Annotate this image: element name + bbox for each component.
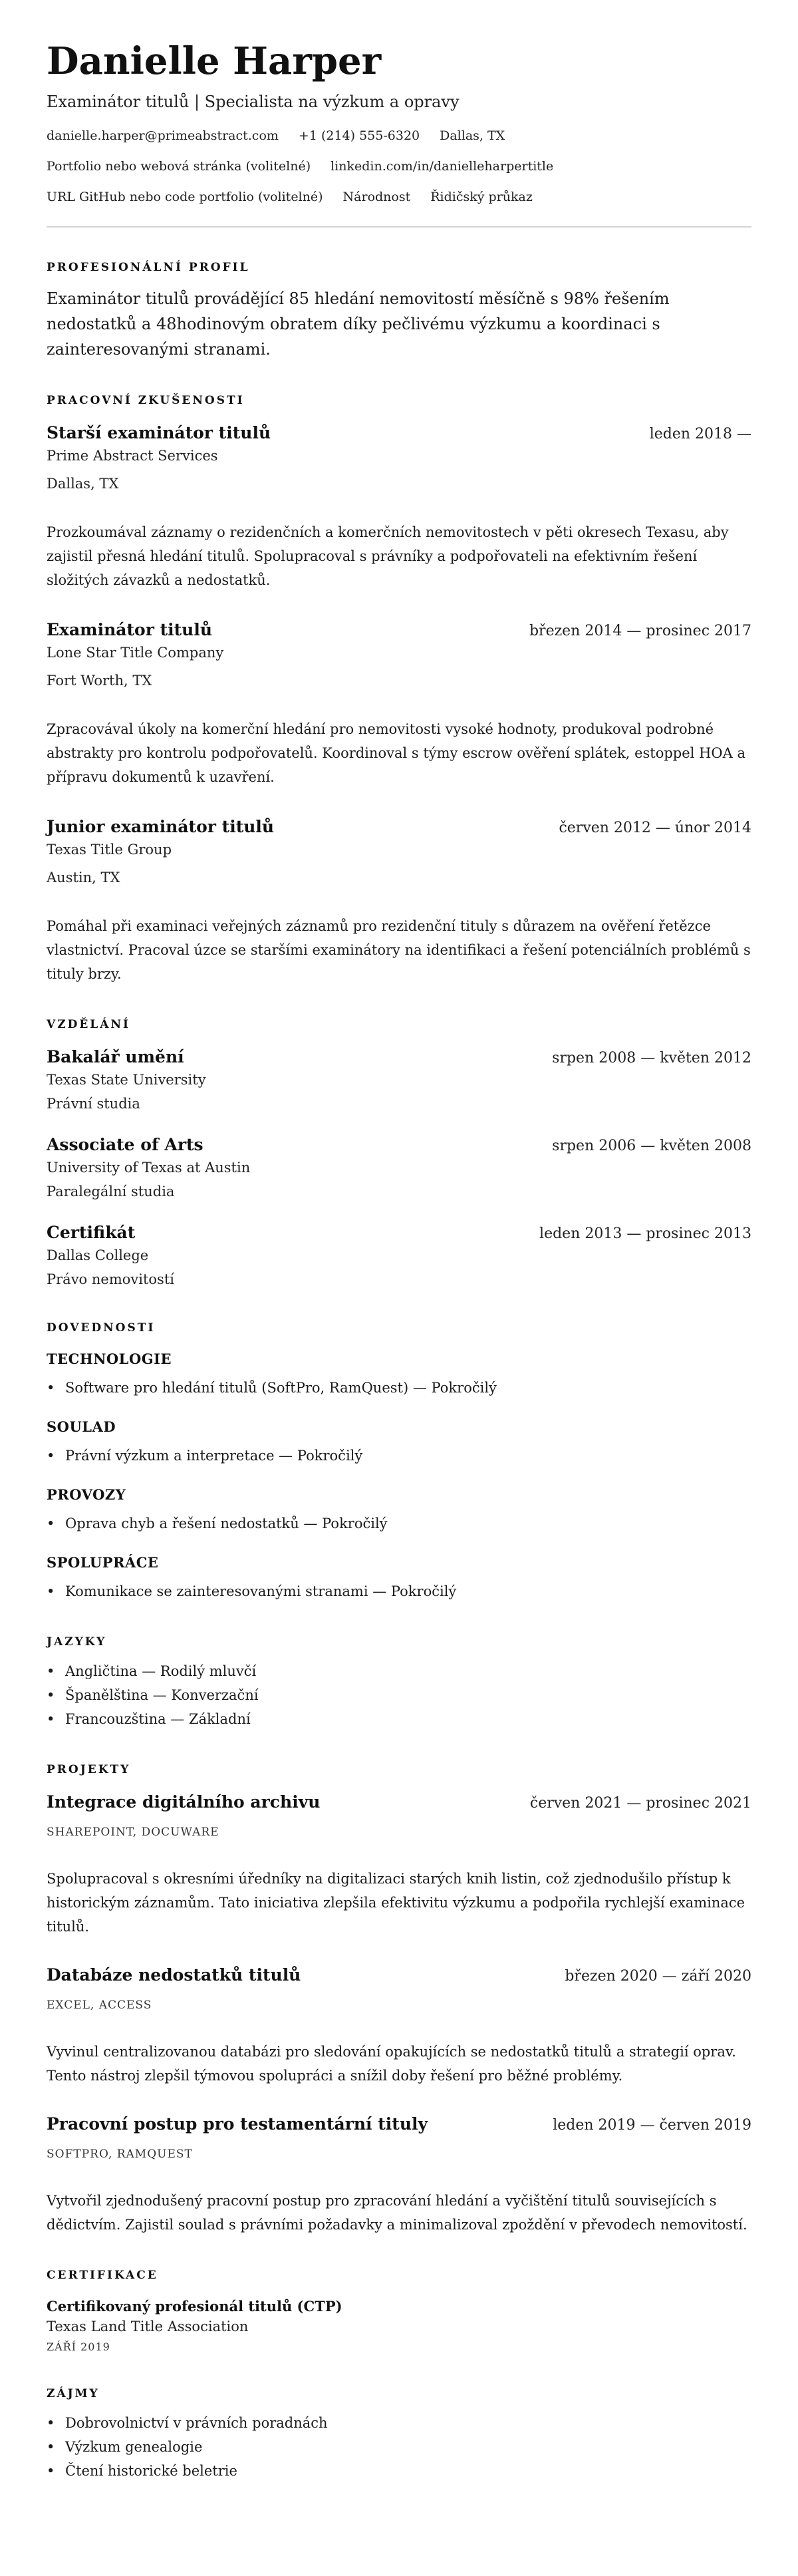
interest-item: • Výzkum genealogie	[65, 2435, 751, 2459]
experience-heading: PRACOVNÍ ZKUŠENOSTI	[47, 394, 245, 407]
skill-group	[47, 1349, 751, 1400]
resume-header	[47, 37, 751, 228]
project-entry	[47, 1791, 751, 1939]
contact-license: Řidičský průkaz	[430, 190, 533, 204]
project-tech: EXCEL, ACCESS	[47, 1999, 152, 2012]
interest-item: • Dobrovolnictví v právních poradnách	[65, 2411, 751, 2435]
skill-group	[47, 1485, 751, 1535]
contact-email[interactable]: danielle.harper@primeabstract.com	[47, 128, 279, 143]
projects-heading: PROJEKTY	[47, 1763, 131, 1776]
job-date: březen 2014 — prosinec 2017	[529, 623, 751, 639]
candidate-name: Danielle Harper	[47, 39, 382, 83]
job-date: leden 2018 —	[649, 426, 751, 442]
skill-item: • Komunikace se zainteresovanými stranami — Pokročilý	[65, 1579, 751, 1603]
skill-group-title: PROVOZY	[47, 1486, 126, 1503]
job-date: červen 2012 — únor 2014	[559, 820, 751, 836]
project-name: Databáze nedostatků titulů	[47, 1965, 301, 1985]
project-description: Vytvořil zjednodušený pracovní postup pro zpracování hledání a vyčištění titulů souvisejících s dědictvím. Zajistil soulad s právními požadavky a minimalizoval zpoždění v převodech nemovitostí.	[47, 2193, 747, 2233]
certification-name: Certifikovaný profesionál titulů (CTP)	[47, 2298, 342, 2315]
job-description: Pomáhal při examinaci veřejných záznamů pro rezidenční tituly s důrazem na ověření řetězce vlastnictví. Pracoval úzce se staršími examinátory na identifikaci a řešení potenciálních problémů s tituly brzy.	[47, 918, 751, 982]
interest-item: • Čtení historické beletrie	[65, 2459, 751, 2483]
header-divider	[47, 226, 751, 228]
project-entry	[47, 2113, 751, 2237]
degree-date: srpen 2008 — květen 2012	[552, 1050, 751, 1066]
contact-row-extra	[47, 188, 751, 206]
job-title: Junior examinátor titulů	[47, 817, 275, 836]
job-title: Starší examinátor titulů	[47, 423, 271, 442]
project-date: březen 2020 — září 2020	[565, 1968, 751, 1985]
contact-location: Dallas, TX	[440, 128, 505, 143]
experience-section	[47, 393, 751, 986]
degree-title: Bakalář umění	[47, 1047, 184, 1066]
contact-linkedin[interactable]: linkedin.com/in/danielleharpertitle	[331, 159, 554, 174]
project-tech: SOFTPRO, RAMQUEST	[47, 2148, 193, 2161]
contact-row-links	[47, 157, 751, 176]
skill-item: • Právní výzkum a interpretace — Pokročilý	[65, 1444, 751, 1468]
skill-group-title: TECHNOLOGIE	[47, 1351, 172, 1367]
interests-section	[47, 2386, 751, 2483]
certifications-section	[47, 2267, 751, 2355]
education-heading: VZDĚLÁNÍ	[47, 1018, 130, 1031]
certification-entry	[47, 2297, 751, 2355]
study-field: Paralegální studia	[47, 1184, 175, 1200]
project-date: leden 2019 — červen 2019	[553, 2117, 751, 2134]
degree-date: srpen 2006 — květen 2008	[552, 1138, 751, 1154]
profile-text: Examinátor titulů provádějící 85 hledání nemovitostí měsíčně s 98% řešením nedostatků a 48hodinovým obratem díky pečlivému výzkumu a koordinaci s zainteresovanými stranami.	[47, 289, 670, 359]
degree-title: Associate of Arts	[47, 1135, 203, 1154]
job-location: Fort Worth, TX	[47, 673, 152, 689]
project-description: Vyvinul centralizovanou databázi pro sledování opakujících se nedostatků titulů a strategií oprav. Tento nástroj zlepšil týmovou spolupráci a snížil doby řešení pro běžné problémy.	[47, 2044, 736, 2084]
skills-heading: DOVEDNOSTI	[47, 1321, 156, 1335]
skills-section	[47, 1320, 751, 1603]
languages-section	[47, 1634, 751, 1731]
project-tech: SHAREPOINT, DOCUWARE	[47, 1826, 219, 1839]
degree-title: Certifikát	[47, 1223, 136, 1242]
profile-section	[47, 259, 751, 362]
contact-github[interactable]: URL GitHub nebo code portfolio (volitelné)	[47, 190, 323, 204]
job-title: Examinátor titulů	[47, 620, 213, 639]
job-company: Lone Star Title Company	[47, 645, 224, 661]
project-date: červen 2021 — prosinec 2021	[529, 1795, 751, 1812]
project-name: Integrace digitálního archivu	[47, 1792, 321, 1812]
education-entry	[47, 1221, 751, 1289]
project-name: Pracovní postup pro testamentární tituly	[47, 2114, 428, 2134]
school-name: Texas State University	[47, 1072, 206, 1088]
job-entry	[47, 619, 751, 789]
skill-item: • Oprava chyb a řešení nedostatků — Pokročilý	[65, 1512, 751, 1535]
profile-heading: PROFESIONÁLNÍ PROFIL	[47, 261, 250, 274]
skill-group-title: SOULAD	[47, 1418, 116, 1435]
job-location: Austin, TX	[47, 870, 120, 886]
languages-heading: JAZYKY	[47, 1635, 107, 1649]
job-company: Prime Abstract Services	[47, 448, 218, 464]
school-name: Dallas College	[47, 1247, 149, 1263]
language-item: • Francouzština — Základní	[65, 1707, 751, 1731]
project-description: Spolupracoval s okresními úředníky na digitalizaci starých knih listin, což zjednodušilo přístup k historickým záznamům. Tato iniciativa zlepšila efektivitu výzkumu a podpořila rychlejší examinace titulů.	[47, 1871, 745, 1935]
school-name: University of Texas at Austin	[47, 1160, 251, 1176]
contact-phone[interactable]: +1 (214) 555-6320	[298, 128, 420, 143]
project-entry	[47, 1964, 751, 2088]
job-entry	[47, 816, 751, 986]
skill-group	[47, 1553, 751, 1603]
skill-group-title: SPOLUPRÁCE	[47, 1554, 159, 1571]
contact-nationality: Národnost	[342, 190, 411, 204]
job-description: Zpracovával úkoly na komerční hledání pro nemovitosti vysoké hodnoty, produkoval podrobné abstrakty pro kontrolu podpořovatelů. Koordinoval s týmy escrow ověření splátek, estoppel HOA a přípravu dokumentů k uzavření.	[47, 721, 745, 785]
contact-row-primary	[47, 126, 751, 145]
certification-date: ZÁŘÍ 2019	[47, 2340, 110, 2353]
certifications-heading: CERTIFIKACE	[47, 2269, 158, 2282]
contact-portfolio[interactable]: Portfolio nebo webová stránka (volitelné)	[47, 159, 311, 174]
education-section	[47, 1017, 751, 1289]
interests-heading: ZÁJMY	[47, 2387, 100, 2400]
projects-section	[47, 1762, 751, 2237]
job-entry	[47, 422, 751, 592]
study-field: Právo nemovitostí	[47, 1271, 174, 1287]
job-company: Texas Title Group	[47, 842, 172, 858]
education-entry	[47, 1046, 751, 1114]
job-description: Prozkoumával záznamy o rezidenčních a komerčních nemovitostech v pěti okresech Texasu, aby zajistil přesná hledání titulů. Spolupracoval s právníky a podpořovateli na efektivním řešení složitých závazků a nedostatků.	[47, 524, 729, 588]
candidate-subtitle: Examinátor titulů | Specialista na výzkum a opravy	[47, 92, 460, 111]
skill-item: • Software pro hledání titulů (SoftPro, RamQuest) — Pokročilý	[65, 1376, 751, 1400]
language-item: • Španělština — Konverzační	[65, 1683, 751, 1707]
degree-date: leden 2013 — prosinec 2013	[539, 1225, 751, 1242]
job-location: Dallas, TX	[47, 476, 119, 492]
study-field: Právní studia	[47, 1096, 140, 1112]
education-entry	[47, 1134, 751, 1202]
skill-group	[47, 1417, 751, 1468]
certification-issuer: Texas Land Title Association	[47, 2319, 249, 2334]
language-item: • Angličtina — Rodilý mluvčí	[65, 1659, 751, 1683]
